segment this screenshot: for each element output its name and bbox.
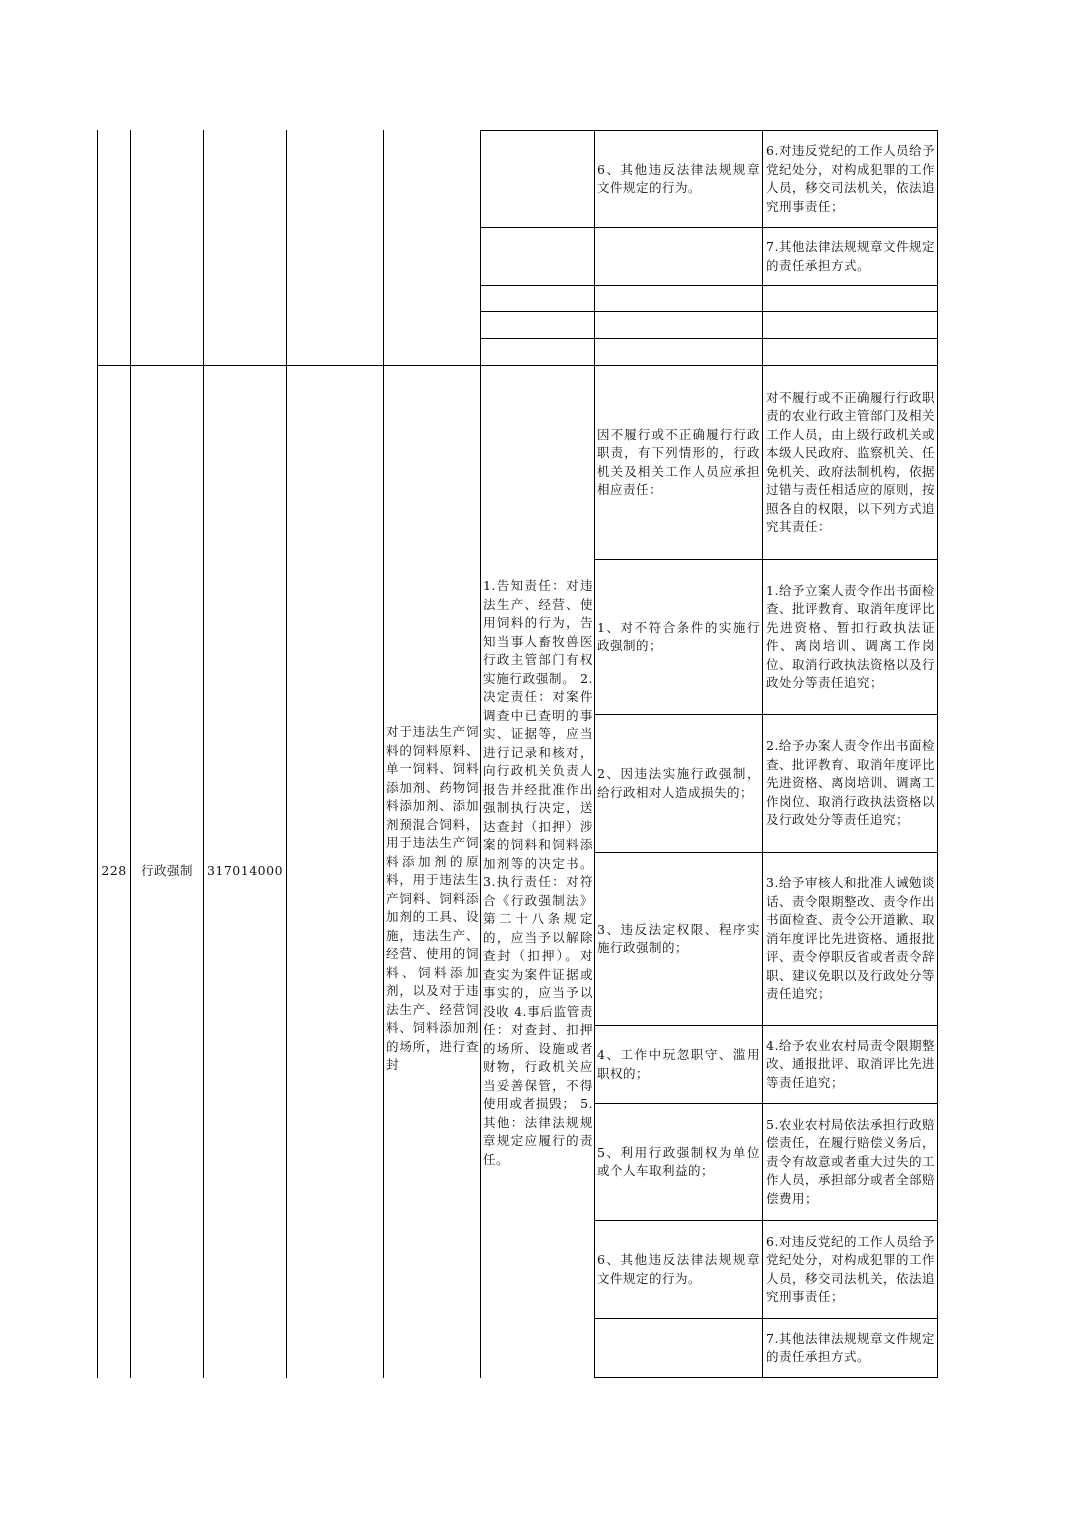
- situation-cell-0: [597, 366, 760, 559]
- situation-4: 4、工作中玩忽职守、滥用职权的；: [597, 1047, 760, 1081]
- item-number-cell: [98, 366, 130, 1377]
- grid-line: [762, 130, 763, 365]
- top-liability-cell-6: [766, 131, 935, 227]
- grid-line: [937, 130, 938, 365]
- item-number: 228: [101, 863, 127, 879]
- grid-line: [937, 365, 938, 1378]
- liability-5: 5.农业农村局依法承担行政赔偿责任，在履行赔偿义务后，责令有故意或者重大过失的工作人员，承担部分或者全部赔偿费用；: [766, 1116, 936, 1206]
- top-liability-7: 7.其他法律法规规章文件规定的责任承担方式。: [766, 239, 935, 273]
- grid-line: [286, 130, 287, 1378]
- situation-0: 因不履行或不正确履行行政职责，有下列情形的，行政机关及相关工作人员应承担相应责任：: [597, 426, 760, 497]
- top-situation-6: 6、其他违反法律法规规章文件规定的行为。: [597, 161, 760, 195]
- situation-5: 5、利用行政强制权为单位或个人车取利益的；: [597, 1144, 760, 1178]
- liability-0: 对不履行或不正确履行行政职责的农业行政主管部门及相关工作人员，由上级行政机关或本级人民政府、监察机关、任免机关、政府法制机构，依据过错与责任相适应的原则，按照各自的权限，以下列方式追究其责任：: [766, 389, 936, 534]
- grid-line: [480, 338, 938, 339]
- grid-line: [383, 130, 384, 1378]
- grid-line: [594, 130, 595, 1378]
- liability-7: 7.其他法律法规规章文件规定的责任承担方式。: [766, 1330, 935, 1364]
- situation-3: 3、违反法定权限、程序实施行政强制的；: [597, 921, 760, 955]
- item-code-cell: [204, 366, 286, 1377]
- situation-cell-3: [597, 853, 760, 1025]
- grid-line: [480, 130, 481, 1378]
- item-category: 行政强制: [140, 863, 193, 879]
- item-responsibility: 1.告知责任：对违法生产、经营、使用饲料的行为，告知当事人畜牧兽医行政主管部门有权实施行政强制。 2.决定责任：对案件调查中已查明的事实、证据等，应当进行记录和核对，向行政机关负责人报告并经批准作出强制执行决定，送达查封（扣押）涉案的饲料和饲料添加剂等的决定书。 3.执行责任：对符合《行政强制法》第二十八条规定的，应当予以解除查封（扣押）。对查实为案件证据或事实的，应当予以没收 4.事后监管责任：对查封、扣押的场所、设施或者财物，行政机关应当妥善保管，不得使用或者损毁； 5.其他：法律法规规章规定应履行的责任。: [483, 578, 593, 1167]
- liability-cell-5: [766, 1104, 935, 1220]
- liability-2: 2.给予办案人责令作出书面检查、批评教育、取消年度评比先进资格、离岗培训、调离工作岗位、取消行政执法资格以及行政处分等责任追究；: [766, 738, 936, 828]
- situation-1: 1、对不符合条件的实施行政强制的；: [597, 619, 760, 653]
- situation-6: 6、其他违反法律法规规章文件规定的行为。: [597, 1252, 760, 1286]
- liability-cell-6: [766, 1221, 935, 1318]
- item-code: 317014000: [206, 863, 284, 879]
- item-category-cell: [131, 366, 203, 1377]
- situation-cell-6: [597, 1221, 760, 1318]
- top-liability-6: 6.对违反党纪的工作人员给予党纪处分，对构成犯罪的工作人员，移交司法机关，依法追究刑事责任；: [766, 143, 936, 214]
- liability-cell-3: [766, 853, 935, 1025]
- liability-6: 6.对违反党纪的工作人员给予党纪处分，对构成犯罪的工作人员，移交司法机关，依法追究刑事责任；: [766, 1233, 936, 1304]
- grid-line: [480, 285, 938, 286]
- liability-cell-7: [766, 1319, 935, 1377]
- liability-3: 3.给予审核人和批准人诫勉谈话、责令限期整改、责令作出书面检查、责令公开道歉、取消年度评比先进资格、通报批评、责令停职反省或者责令辞职、建议免职以及行政处分等责任追究；: [766, 875, 936, 1002]
- grid-line: [762, 365, 763, 1378]
- situation-cell-1: [597, 560, 760, 714]
- situation-cell-2: [597, 715, 760, 852]
- top-liability-cell-7: [766, 228, 935, 285]
- situation-cell-4: [597, 1026, 760, 1103]
- top-situation-cell: [597, 131, 760, 227]
- liability-cell-4: [766, 1026, 935, 1103]
- situation-cell-5: [597, 1104, 760, 1220]
- liability-cell-1: [766, 560, 935, 714]
- grid-line: [594, 1377, 938, 1378]
- liability-1: 1.给予立案人责令作出书面检查、批评教育、取消年度评比先进资格、暂扣行政执法证件、离岗培训、调离工作岗位、取消行政执法资格以及行政处分等责任追究；: [766, 582, 936, 690]
- liability-cell-0: [766, 366, 935, 559]
- liability-4: 4.给予农业农村局责令限期整改、通报批评、取消评比先进等责任追究；: [766, 1037, 936, 1090]
- situation-2: 2、因违法实施行政强制，给行政相对人造成损失的；: [597, 766, 760, 800]
- item-content: 对于违法生产饲料的饲料原料、单一饲料、饲料添加剂、药物饲料添加剂、添加剂预混合饲料，用于违法生产饲料添加剂的原料，用于违法生产饲料、饲料添加剂的工具、设施，违法生产、经营、使用的饲料、饲料添加剂，以及对于违法生产、经营饲料、饲料添加剂的场所，进行查封: [386, 724, 479, 1072]
- grid-line: [480, 311, 938, 312]
- liability-cell-2: [766, 715, 935, 852]
